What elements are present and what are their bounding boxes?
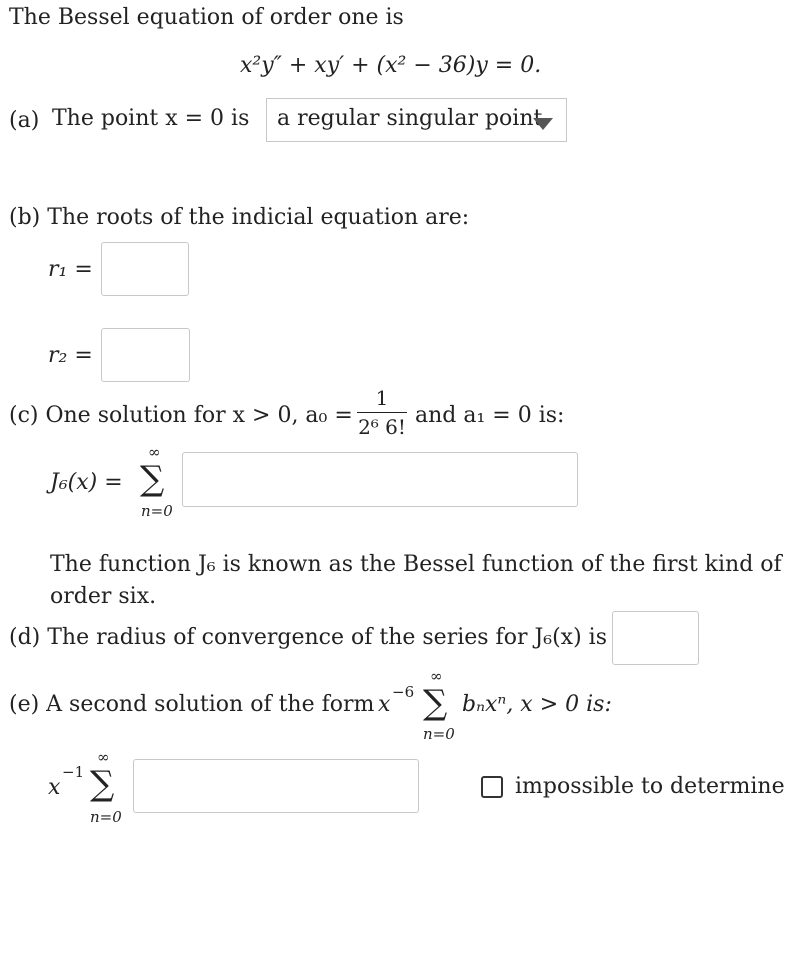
part-e-text: (e) A second solution of the form	[9, 692, 375, 717]
part-d-text: (d) The radius of convergence of the series for J₆(x) is	[9, 625, 607, 650]
form-sigma-symbol: ∑	[423, 683, 448, 723]
form-sum-lower: n=0	[423, 725, 455, 743]
radius-input[interactable]	[612, 611, 699, 665]
note-line-1: The function J₆ is known as the Bessel function of the first kind of	[50, 552, 782, 577]
sigma-symbol: ∑	[140, 459, 165, 499]
second-sigma-symbol: ∑	[90, 764, 115, 804]
sum-lower-limit: n=0	[141, 502, 173, 520]
form-sum-upper: ∞	[430, 667, 443, 685]
part-b-label: (b) The roots of the indicial equation are:	[9, 205, 470, 230]
sum-upper-limit: ∞	[148, 443, 161, 461]
second-sum-upper: ∞	[97, 748, 110, 766]
r2-input[interactable]	[101, 328, 190, 382]
impossible-checkbox-label[interactable]: impossible to determine	[515, 774, 785, 799]
a0-fraction	[357, 386, 407, 439]
second-lhs-prefix: x	[48, 775, 61, 800]
second-lhs-exponent: −1	[62, 763, 85, 781]
chevron-down-icon	[533, 118, 553, 130]
part-c-text-after: and a₁ = 0 is:	[415, 403, 565, 428]
part-c-text: (c) One solution for x > 0, a₀ =	[9, 403, 353, 428]
bessel-equation: x²y″ + xy′ + (x² − 36)y = 0.	[240, 53, 542, 78]
r1-label: r₁ =	[48, 257, 93, 282]
form-prefix: x	[378, 692, 391, 717]
singular-point-select-value: a regular singular point	[277, 106, 543, 131]
a0-denominator: 2⁶ 6!	[358, 415, 406, 439]
second-solution-input[interactable]	[133, 759, 419, 813]
intro-text: The Bessel equation of order one is	[9, 5, 404, 30]
j6-series-input[interactable]	[182, 452, 578, 507]
singular-point-select[interactable]	[266, 98, 567, 142]
a0-numerator: 1	[375, 386, 389, 410]
part-a-label: (a)	[9, 108, 40, 133]
second-sum-lower: n=0	[90, 808, 122, 826]
form-exponent: −6	[392, 683, 415, 701]
form-term: bₙxⁿ, x > 0 is:	[462, 692, 612, 717]
impossible-checkbox[interactable]	[481, 776, 503, 798]
note-line-2: order six.	[50, 584, 157, 609]
r2-label: r₂ =	[48, 343, 93, 368]
j6-lhs: J₆(x) =	[50, 470, 123, 495]
part-a-text: The point x = 0 is	[52, 106, 250, 131]
r1-input[interactable]	[101, 242, 189, 296]
